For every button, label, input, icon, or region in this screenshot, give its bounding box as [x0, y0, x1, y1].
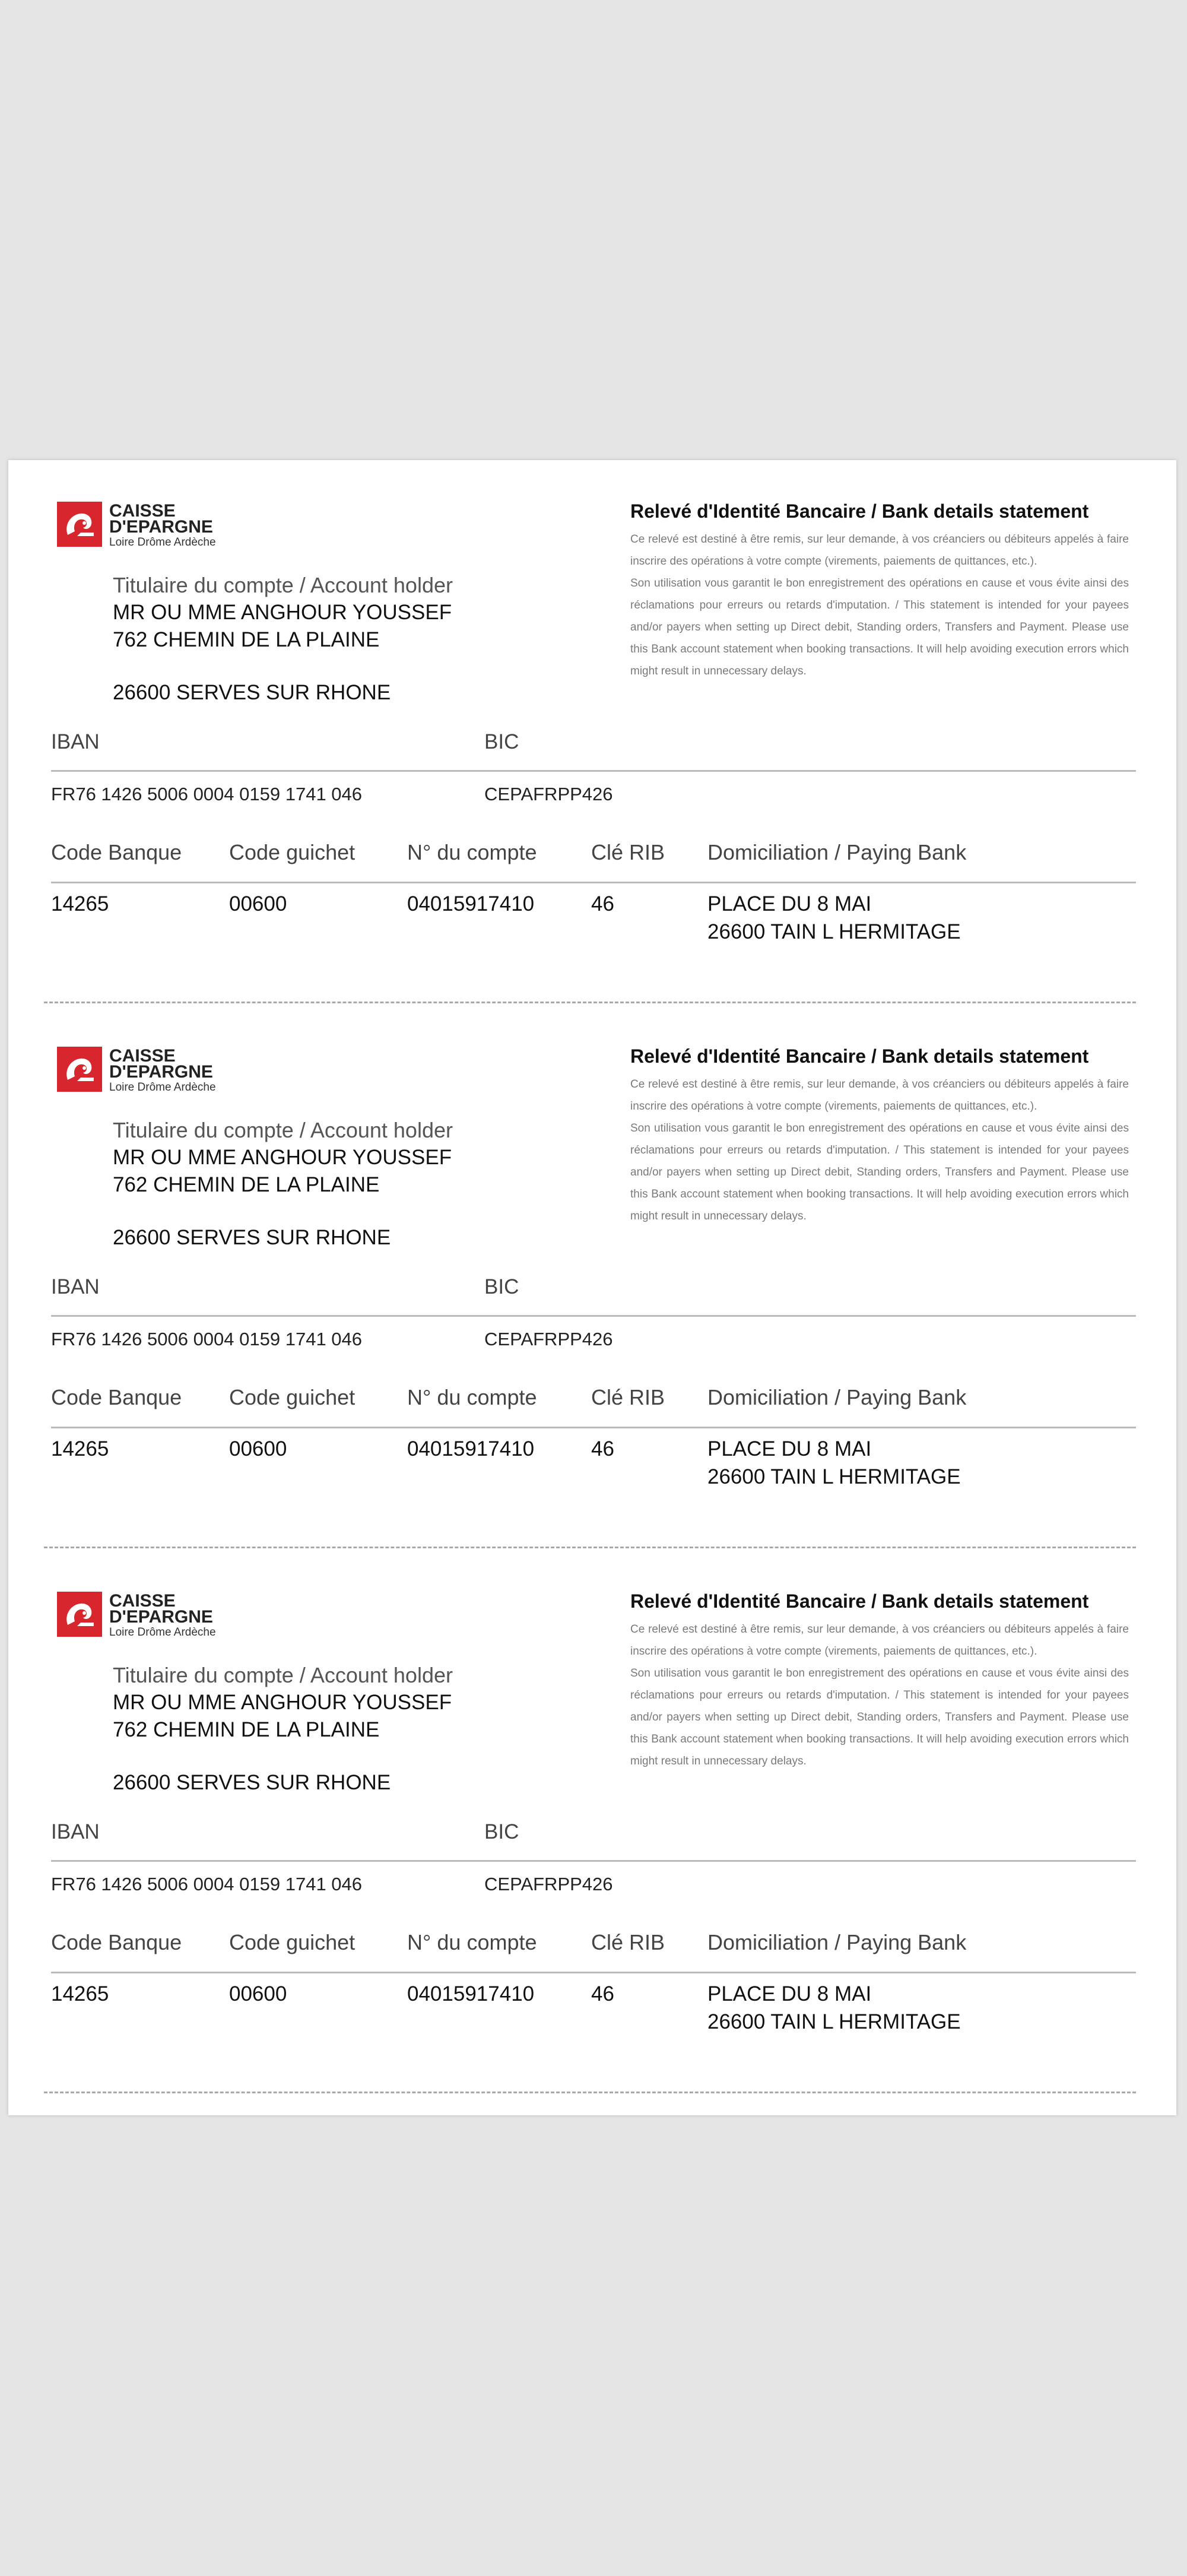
cut-line — [44, 1002, 1136, 1003]
header-branch-code: Code guichet — [229, 1385, 356, 1409]
header-paying-bank: Domiciliation / Paying Bank — [707, 1385, 967, 1409]
bic-value: CEPAFRPP426 — [484, 1329, 613, 1349]
cut-line — [44, 1547, 1136, 1548]
account-holder-city: 26600 SERVES SUR RHONE — [113, 1771, 391, 1794]
bank-code-value: 14265 — [51, 892, 109, 915]
bank-name-line2: D'EPARGNE — [109, 517, 213, 537]
statement-title: Relevé d'Identité Bancaire / Bank details statement — [630, 500, 1089, 522]
bic-label: BIC — [484, 1820, 519, 1843]
rib-block-1 — [8, 460, 1176, 1005]
iban-label: IBAN — [51, 730, 100, 753]
header-bank-code: Code Banque — [51, 840, 182, 864]
account-number-value: 04015917410 — [407, 1982, 535, 2005]
rib-key-value: 46 — [591, 892, 614, 915]
header-rib-key: Clé RIB — [591, 1930, 665, 1954]
account-holder-city: 26600 SERVES SUR RHONE — [113, 681, 391, 704]
rib-block-2 — [8, 1005, 1176, 1550]
bank-name-line2: D'EPARGNE — [109, 1607, 213, 1627]
account-number-value: 04015917410 — [407, 892, 535, 915]
divider — [51, 1427, 1136, 1428]
divider — [51, 1972, 1136, 1973]
header-rib-key: Clé RIB — [591, 1385, 665, 1409]
account-holder-street: 762 CHEMIN DE LA PLAINE — [113, 628, 380, 651]
bic-value: CEPAFRPP426 — [484, 784, 613, 804]
divider — [51, 1860, 1136, 1862]
paying-bank-address: PLACE DU 8 MAI — [707, 892, 872, 915]
rib-sheet — [8, 460, 1176, 2115]
header-branch-code: Code guichet — [229, 1930, 356, 1954]
account-holder-label: Titulaire du compte / Account holder — [113, 1663, 453, 1687]
bank-logo — [57, 502, 235, 549]
branch-code-value: 00600 — [229, 1437, 287, 1460]
iban-label: IBAN — [51, 1275, 100, 1298]
paying-bank-city: 26600 TAIN L HERMITAGE — [707, 1465, 961, 1488]
account-holder-label: Titulaire du compte / Account holder — [113, 573, 453, 597]
branch-code-value: 00600 — [229, 1982, 287, 2005]
account-holder-name: MR OU MME ANGHOUR YOUSSEF — [113, 601, 452, 624]
statement-description — [630, 1073, 1129, 1227]
account-holder-street: 762 CHEMIN DE LA PLAINE — [113, 1173, 380, 1196]
iban-value: FR76 1426 5006 0004 0159 1741 046 — [51, 784, 363, 804]
paying-bank-city: 26600 TAIN L HERMITAGE — [707, 2010, 961, 2033]
rib-key-value: 46 — [591, 1982, 614, 2005]
squirrel-logo-icon — [57, 1047, 102, 1092]
bank-logo — [57, 1047, 235, 1094]
bic-label: BIC — [484, 1275, 519, 1298]
paying-bank-address: PLACE DU 8 MAI — [707, 1982, 872, 2005]
bic-label: BIC — [484, 730, 519, 753]
header-account-number: N° du compte — [407, 1385, 537, 1409]
statement-description — [630, 528, 1129, 682]
branch-code-value: 00600 — [229, 892, 287, 915]
account-holder-name: MR OU MME ANGHOUR YOUSSEF — [113, 1691, 452, 1714]
paying-bank-address: PLACE DU 8 MAI — [707, 1437, 872, 1460]
iban-label: IBAN — [51, 1820, 100, 1843]
bank-name-line2: D'EPARGNE — [109, 1062, 213, 1082]
squirrel-logo-icon — [57, 1592, 102, 1637]
bank-region: Loire Drôme Ardèche — [109, 1081, 216, 1094]
statement-title: Relevé d'Identité Bancaire / Bank details statement — [630, 1590, 1089, 1612]
rib-key-value: 46 — [591, 1437, 614, 1460]
iban-value: FR76 1426 5006 0004 0159 1741 046 — [51, 1329, 363, 1349]
bank-code-value: 14265 — [51, 1437, 109, 1460]
account-holder-street: 762 CHEMIN DE LA PLAINE — [113, 1718, 380, 1741]
statement-description-fr: Ce relevé est destiné à être remis, sur leur demande, à vos créanciers ou débiteurs appelés à faire inscrire des opérations à votre compte (virements, paiements de quittances, etc.). — [630, 1078, 1129, 1113]
divider — [51, 882, 1136, 883]
bank-name-line1: CAISSE — [109, 1046, 176, 1066]
bank-region: Loire Drôme Ardèche — [109, 1626, 216, 1639]
paying-bank-city: 26600 TAIN L HERMITAGE — [707, 920, 961, 943]
account-holder-city: 26600 SERVES SUR RHONE — [113, 1226, 391, 1249]
account-number-value: 04015917410 — [407, 1437, 535, 1460]
header-bank-code: Code Banque — [51, 1930, 182, 1954]
statement-description-en: Son utilisation vous garantit le bon enregistrement des opérations en cause et vous évite ainsi des réclamations pour erreurs ou retards d'imputation. / This statement is intended for your payees and/or payers when setting up Direct debit, Standing orders, Transfers and Payment. Please use this Bank account statement when booking transactions. It will help avoiding execution errors which might result in unnecessary delays. — [630, 1667, 1129, 1767]
divider — [51, 770, 1136, 772]
bank-region: Loire Drôme Ardèche — [109, 536, 216, 549]
statement-title: Relevé d'Identité Bancaire / Bank details statement — [630, 1045, 1089, 1067]
header-paying-bank: Domiciliation / Paying Bank — [707, 840, 967, 864]
bic-value: CEPAFRPP426 — [484, 1874, 613, 1894]
iban-value: FR76 1426 5006 0004 0159 1741 046 — [51, 1874, 363, 1894]
bank-name-line1: CAISSE — [109, 1591, 176, 1611]
statement-description-fr: Ce relevé est destiné à être remis, sur leur demande, à vos créanciers ou débiteurs appelés à faire inscrire des opérations à votre compte (virements, paiements de quittances, etc.). — [630, 1623, 1129, 1658]
statement-description-en: Son utilisation vous garantit le bon enregistrement des opérations en cause et vous évite ainsi des réclamations pour erreurs ou retards d'imputation. / This statement is intended for your payees and/or payers when setting up Direct debit, Standing orders, Transfers and Payment. Please use this Bank account statement when booking transactions. It will help avoiding execution errors which might result in unnecessary delays. — [630, 1122, 1129, 1222]
header-paying-bank: Domiciliation / Paying Bank — [707, 1930, 967, 1954]
account-holder-name: MR OU MME ANGHOUR YOUSSEF — [113, 1146, 452, 1169]
bank-name-line1: CAISSE — [109, 501, 176, 521]
bank-code-value: 14265 — [51, 1982, 109, 2005]
header-account-number: N° du compte — [407, 1930, 537, 1954]
header-account-number: N° du compte — [407, 840, 537, 864]
divider — [51, 1315, 1136, 1317]
squirrel-logo-icon — [57, 502, 102, 547]
header-rib-key: Clé RIB — [591, 840, 665, 864]
rib-block-3 — [8, 1550, 1176, 2095]
cut-line — [44, 2092, 1136, 2093]
statement-description — [630, 1618, 1129, 1772]
statement-description-en: Son utilisation vous garantit le bon enregistrement des opérations en cause et vous évite ainsi des réclamations pour erreurs ou retards d'imputation. / This statement is intended for your payees and/or payers when setting up Direct debit, Standing orders, Transfers and Payment. Please use this Bank account statement when booking transactions. It will help avoiding execution errors which might result in unnecessary delays. — [630, 577, 1129, 677]
account-holder-label: Titulaire du compte / Account holder — [113, 1118, 453, 1142]
bank-logo — [57, 1592, 235, 1639]
header-branch-code: Code guichet — [229, 840, 356, 864]
header-bank-code: Code Banque — [51, 1385, 182, 1409]
statement-description-fr: Ce relevé est destiné à être remis, sur leur demande, à vos créanciers ou débiteurs appelés à faire inscrire des opérations à votre compte (virements, paiements de quittances, etc.). — [630, 533, 1129, 568]
